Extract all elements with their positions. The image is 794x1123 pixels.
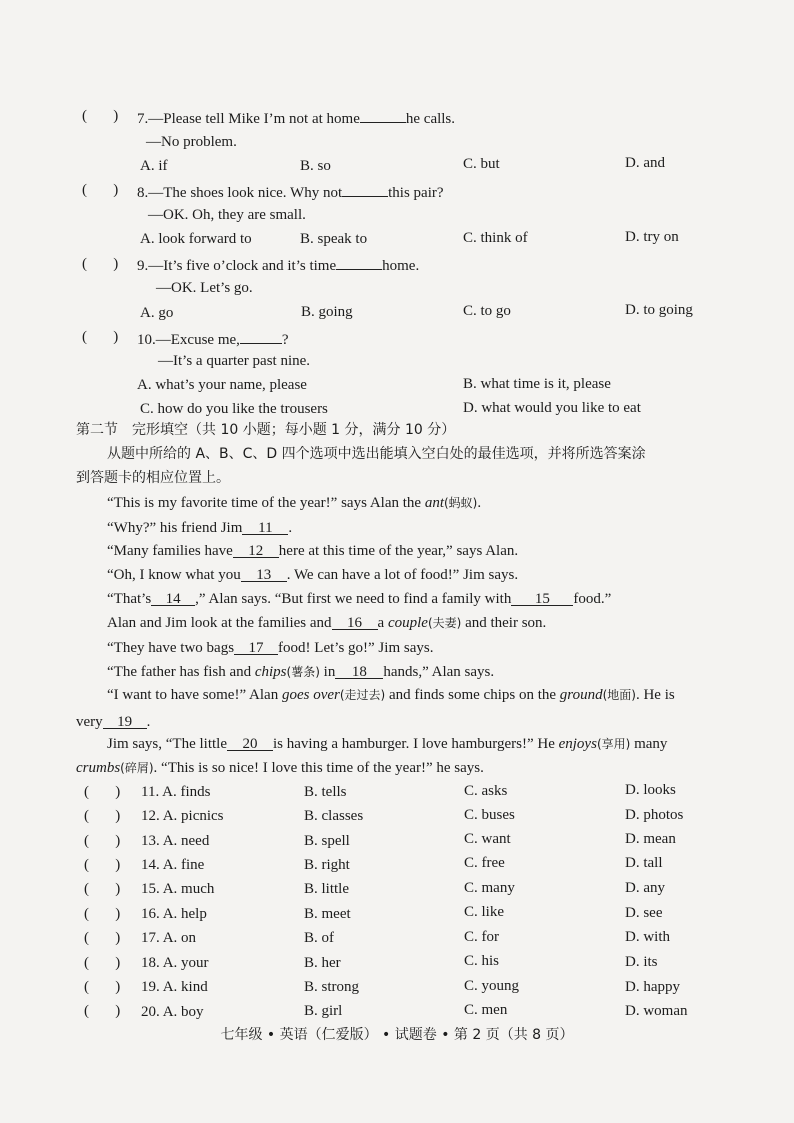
question-prompt: 10.—Excuse me, ?	[137, 327, 289, 350]
answer-bracket[interactable]: ( )	[82, 256, 119, 272]
option-d: D. any	[625, 880, 665, 896]
passage-line: “I want to have some!” Alan goes over(走过去) and finds some chips on the ground(地面). He is	[107, 687, 675, 703]
passage-line: crumbs(碎屑). “This is so nice! I love this time of the year!” he says.	[76, 760, 484, 776]
option-b: B. strong	[304, 979, 360, 995]
option-c: C. his	[464, 953, 500, 969]
question-reply: —No problem.	[146, 134, 237, 150]
passage-line: “This is my favorite time of the year!” says Alan the ant(蚂蚁).	[107, 495, 482, 511]
answer-bracket[interactable]: ( )	[84, 808, 121, 824]
option-a: 16. A. help	[141, 906, 207, 922]
option-a: A. what’s your name, please	[137, 377, 307, 393]
option-c: C. want	[464, 831, 511, 847]
blank-18: 18	[335, 662, 383, 679]
option-d: D. try on	[625, 229, 679, 245]
option-a: 15. A. much	[141, 881, 215, 897]
option-a: 11. A. finds	[141, 784, 211, 800]
option-b: B. of	[304, 930, 334, 946]
page-footer: 七年级 • 英语（仁爱版） • 试题卷 • 第 2 页（共 8 页）	[220, 1027, 574, 1043]
passage-line: “They have two bags 17 food! Let’s go!” Jim says.	[107, 640, 434, 656]
answer-bracket[interactable]: ( )	[82, 108, 119, 124]
option-d: D. woman	[625, 1003, 688, 1019]
option-d: D. happy	[625, 979, 680, 995]
option-c: C. asks	[464, 783, 508, 799]
passage-line: “Many families have 12 here at this time of the year,” says Alan.	[107, 543, 519, 559]
question-reply: —OK. Oh, they are small.	[148, 207, 306, 223]
answer-bracket[interactable]: ( )	[82, 182, 119, 198]
option-b: B. spell	[304, 833, 350, 849]
answer-bracket[interactable]: ( )	[84, 979, 121, 995]
option-c: C. to go	[463, 303, 511, 319]
option-d: D. mean	[625, 831, 676, 847]
answer-bracket[interactable]: ( )	[84, 881, 121, 897]
option-d: D. and	[625, 155, 665, 171]
answer-bracket[interactable]: ( )	[84, 833, 121, 849]
option-d: D. to going	[625, 302, 693, 318]
option-b: B. going	[301, 304, 353, 320]
option-c: C. but	[463, 156, 500, 172]
option-a: 17. A. on	[141, 930, 197, 946]
answer-bracket[interactable]: ( )	[84, 930, 121, 946]
option-d: D. see	[625, 905, 663, 921]
question-reply: —It’s a quarter past nine.	[158, 353, 311, 369]
question-reply: —OK. Let’s go.	[156, 280, 253, 296]
option-a: 20. A. boy	[141, 1004, 204, 1020]
option-d: D. photos	[625, 807, 684, 823]
passage-line: Jim says, “The little 20 is having a hamburger. I love hamburgers!” He enjoys(享用) many	[107, 736, 668, 752]
option-c: C. buses	[464, 807, 515, 823]
answer-bracket[interactable]: ( )	[84, 784, 121, 800]
option-c: C. how do you like the trousers	[140, 401, 328, 417]
option-a: 14. A. fine	[141, 857, 205, 873]
option-d: D. tall	[625, 855, 663, 871]
blank-13: 13	[241, 565, 287, 582]
answer-bracket[interactable]: ( )	[84, 955, 121, 971]
option-d: D. looks	[625, 782, 676, 798]
question-prompt: 8.—The shoes look nice. Why not this pair?	[137, 180, 444, 203]
option-b: B. speak to	[300, 231, 368, 247]
section-title: 第二节 完形填空（共 10 小题；每小题 1 分，满分 10 分）	[76, 422, 456, 438]
option-b: B. little	[304, 881, 349, 897]
option-b: B. what time is it, please	[463, 376, 611, 392]
passage-line: Alan and Jim look at the families and 16 a couple(夫妻) and their son.	[107, 615, 547, 631]
blank-17: 17	[234, 638, 278, 655]
option-a: A. if	[140, 158, 168, 174]
option-a: A. look forward to	[140, 231, 252, 247]
option-a: 19. A. kind	[141, 979, 208, 995]
section-instruction-cont: 到答题卡的相应位置上。	[76, 470, 230, 486]
option-c: C. think of	[463, 230, 528, 246]
option-a: 18. A. your	[141, 955, 209, 971]
question-prompt: 7.—Please tell Mike I’m not at home he calls.	[137, 106, 455, 129]
passage-line: “Why?” his friend Jim 11 .	[107, 520, 293, 536]
option-b: B. so	[300, 158, 331, 174]
passage-line: “Oh, I know what you 13 . We can have a lot of food!” Jim says.	[107, 567, 519, 583]
passage-line: “The father has fish and chips(薯条) in 18 hands,” Alan says.	[107, 664, 495, 680]
answer-bracket[interactable]: ( )	[84, 857, 121, 873]
answer-bracket[interactable]: ( )	[84, 1003, 121, 1019]
section-instruction: 从题中所给的 A、B、C、D 四个选项中选出能填入空白处的最佳选项，并将所选答案涂	[107, 446, 646, 462]
question-prompt: 9.—It’s five o’clock and it’s time home.	[137, 253, 419, 276]
blank-16: 16	[332, 613, 378, 630]
option-d: D. with	[625, 929, 670, 945]
option-b: B. classes	[304, 808, 364, 824]
option-b: B. her	[304, 955, 341, 971]
blank-19: 19	[103, 712, 147, 729]
option-c: C. like	[464, 904, 504, 920]
answer-bracket[interactable]: ( )	[84, 906, 121, 922]
answer-bracket[interactable]: ( )	[82, 329, 119, 345]
option-a: 12. A. picnics	[141, 808, 224, 824]
option-a: 13. A. need	[141, 833, 210, 849]
blank-12: 12	[233, 541, 279, 558]
option-c: C. free	[464, 855, 505, 871]
blank-15: 15	[511, 589, 573, 606]
option-b: B. meet	[304, 906, 351, 922]
option-a: A. go	[140, 305, 174, 321]
option-c: C. men	[464, 1002, 508, 1018]
blank-14: 14	[151, 589, 195, 606]
option-c: C. many	[464, 880, 515, 896]
option-d: D. what would you like to eat	[463, 400, 641, 416]
option-c: C. young	[464, 978, 520, 994]
blank-11: 11	[242, 518, 288, 535]
option-b: B. girl	[304, 1003, 343, 1019]
passage-line: very 19 .	[76, 714, 151, 730]
option-b: B. tells	[304, 784, 347, 800]
blank-20: 20	[227, 734, 273, 751]
option-d: D. its	[625, 954, 658, 970]
option-b: B. right	[304, 857, 350, 873]
option-c: C. for	[464, 929, 499, 945]
passage-line: “That’s 14 ,” Alan says. “But first we need to find a family with 15 food.”	[107, 591, 612, 607]
